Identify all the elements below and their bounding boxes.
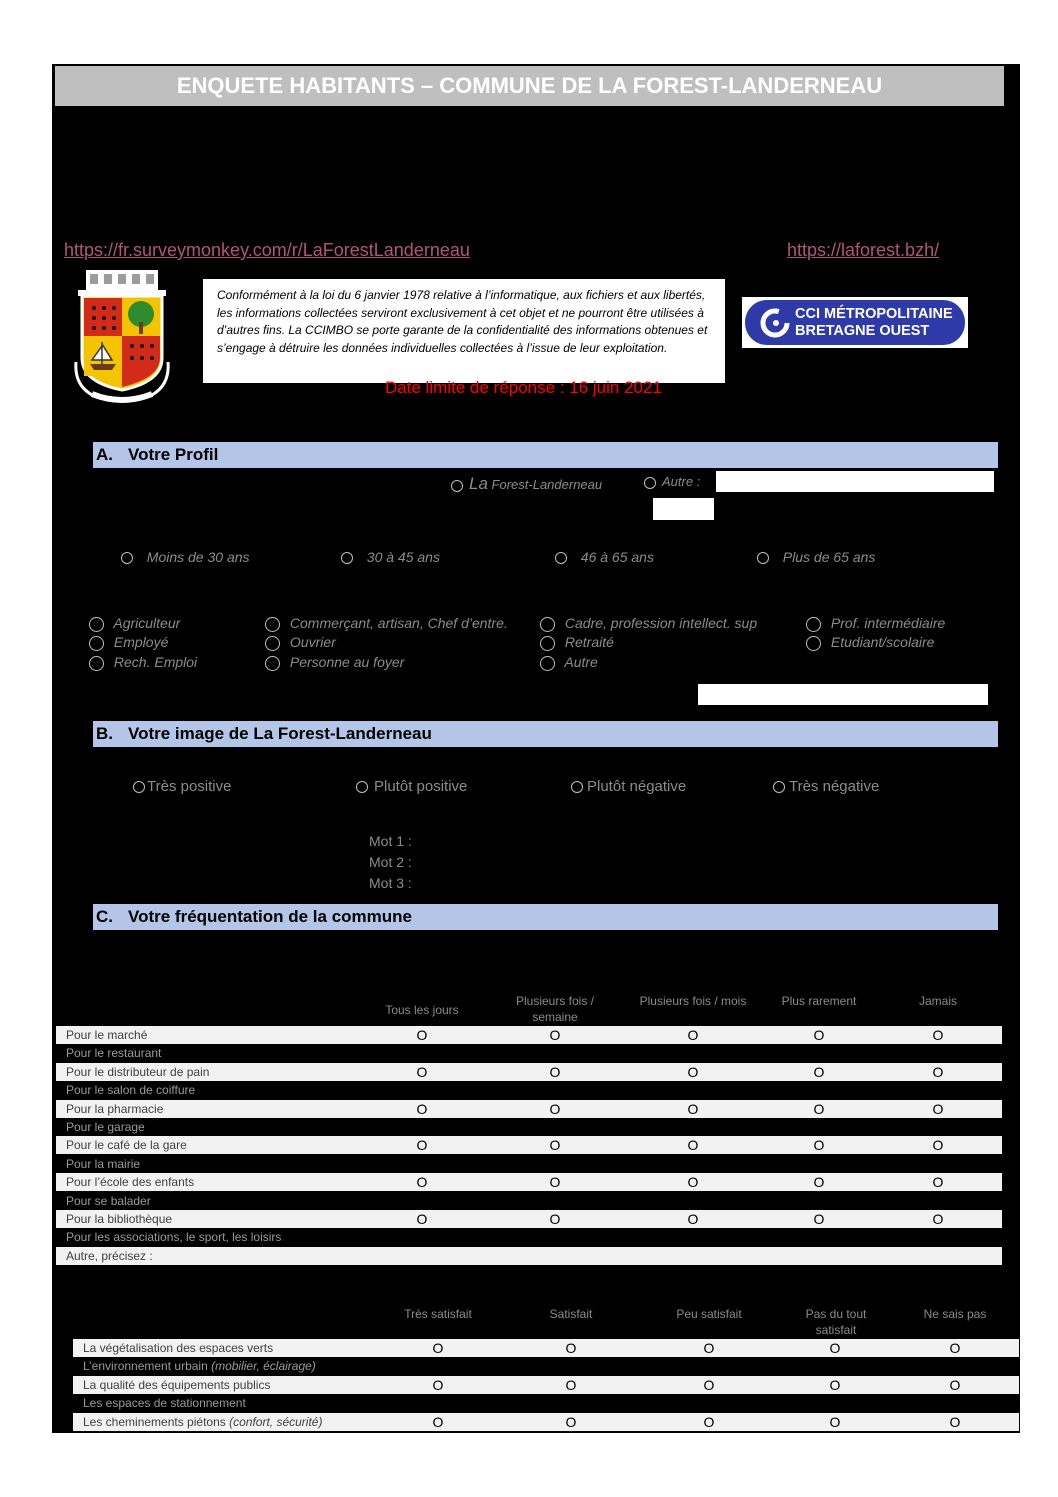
freq-header: Plus rarement: [781, 994, 857, 1008]
satisfaction-row-label: [83, 1357, 316, 1375]
residence-other-input[interactable]: [716, 471, 994, 492]
cci-mark-icon: [759, 307, 791, 339]
frequency-row: [56, 1044, 1002, 1062]
freq-header: Plusieurs fois / semaine: [515, 994, 595, 1024]
cci-logo: [742, 297, 968, 348]
frequency-radio[interactable]: O: [687, 1137, 699, 1154]
csp-option-label: Cadre, profession intellect. sup: [564, 615, 758, 631]
image-option-2[interactable]: [356, 778, 467, 795]
satisfaction-radio[interactable]: O: [565, 1376, 577, 1393]
frequency-row: [56, 1081, 1002, 1099]
satisfaction-radio[interactable]: O: [432, 1413, 444, 1430]
radio-icon: [89, 636, 104, 651]
csp-option-label: Prof. intermédiaire: [830, 615, 946, 631]
website-link[interactable]: https://laforest.bzh/: [787, 240, 940, 260]
radio-icon: [555, 552, 567, 564]
satisfaction-row-note: (confort, sécurité): [229, 1414, 323, 1429]
satisfaction-row-label: [83, 1339, 273, 1357]
frequency-radio[interactable]: O: [687, 1174, 699, 1191]
age-option-3[interactable]: [555, 549, 654, 565]
radio-icon: [806, 617, 821, 632]
age-option-1[interactable]: [121, 549, 250, 565]
municipal-crest-icon: [72, 266, 172, 410]
radio-icon: [571, 781, 583, 793]
frequency-radio[interactable]: O: [687, 1211, 699, 1227]
csp-option[interactable]: [265, 615, 508, 632]
freq-header: Plusieurs fois / mois: [639, 994, 747, 1008]
frequency-radio[interactable]: O: [549, 1100, 561, 1117]
residence-option-other[interactable]: [644, 474, 700, 489]
frequency-row: [56, 1228, 1002, 1246]
frequency-row: [56, 1155, 1002, 1173]
response-deadline: Date limite de réponse : 16 juin 2021: [385, 378, 662, 397]
radio-icon: [773, 781, 785, 793]
satisfaction-radio[interactable]: O: [829, 1413, 841, 1430]
satisfaction-radio[interactable]: O: [565, 1413, 577, 1430]
radio-icon: [121, 552, 133, 564]
frequency-radio[interactable]: O: [549, 1063, 561, 1080]
image-option-label: Plutôt négative: [587, 778, 687, 795]
section-b-title: Votre image de La Forest-Landerneau: [128, 724, 432, 743]
frequency-radio[interactable]: O: [549, 1027, 561, 1043]
frequency-radio[interactable]: O: [932, 1137, 944, 1154]
age-option-2[interactable]: [341, 549, 440, 565]
residence-other-label: Autre :: [662, 474, 701, 489]
csp-option-label: Autre: [564, 654, 598, 670]
csp-option-label: Retraité: [564, 634, 614, 650]
frequency-radio[interactable]: O: [813, 1027, 825, 1043]
frequency-row: [56, 1100, 1002, 1118]
satisfaction-row-note: (mobilier, éclairage): [211, 1359, 316, 1374]
image-option-label: Plutôt positive: [374, 778, 468, 795]
image-option-4[interactable]: [773, 778, 879, 795]
frequency-row-label: Pour l’école des enfants: [66, 1175, 195, 1190]
freq-header: Tous les jours: [385, 1003, 459, 1017]
frequency-radio[interactable]: O: [813, 1100, 825, 1117]
frequency-radio[interactable]: O: [813, 1137, 825, 1154]
age-option-label: Moins de 30 ans: [146, 549, 250, 565]
frequency-radio[interactable]: O: [813, 1211, 825, 1227]
satisfaction-radio[interactable]: O: [949, 1413, 961, 1430]
radio-icon: [451, 480, 463, 492]
satisfaction-row-label: [83, 1413, 322, 1431]
satisfaction-row-label: [83, 1394, 246, 1412]
satisfaction-radio[interactable]: O: [432, 1376, 444, 1393]
section-a-header: [93, 442, 998, 468]
section-c-title: Votre fréquentation de la commune: [128, 907, 413, 926]
satisfaction-row: [73, 1413, 1019, 1431]
csp-option-label: Rech. Emploi: [113, 654, 198, 670]
frequency-radio[interactable]: O: [687, 1063, 699, 1080]
csp-option-label: Agriculteur: [113, 615, 181, 631]
radio-icon: [89, 617, 104, 632]
section-c-letter: C.: [96, 907, 113, 926]
radio-icon: [540, 636, 555, 651]
radio-icon: [757, 552, 769, 564]
csp-option[interactable]: [540, 615, 757, 632]
csp-option[interactable]: [540, 654, 598, 671]
csp-option[interactable]: [89, 654, 197, 671]
csp-option[interactable]: [806, 634, 934, 651]
satisfaction-radio[interactable]: O: [829, 1376, 841, 1393]
frequency-radio[interactable]: O: [416, 1211, 428, 1227]
csp-option-label: Commerçant, artisan, Chef d’entre.: [289, 615, 508, 631]
satisfaction-row-label: [83, 1376, 270, 1394]
radio-icon: [89, 656, 104, 671]
frequency-row: [56, 1210, 1002, 1228]
radio-icon: [644, 477, 656, 489]
frequency-row-label: Pour le café de la gare: [66, 1138, 187, 1153]
frequency-radio[interactable]: O: [416, 1137, 428, 1154]
frequency-radio[interactable]: O: [416, 1174, 428, 1191]
page-title: ENQUETE HABITANTS – COMMUNE DE LA FOREST-LANDERNEAU: [55, 66, 1004, 106]
radio-icon: [806, 636, 821, 651]
survey-link[interactable]: https://fr.surveymonkey.com/r/LaForestLanderneau: [64, 240, 470, 260]
frequency-row-label: Pour se balader: [66, 1193, 151, 1208]
csp-option-label: Personne au foyer: [289, 654, 405, 670]
satisfaction-radio[interactable]: O: [949, 1376, 961, 1393]
age-option-label: Plus de 65 ans: [782, 549, 876, 565]
csp-option[interactable]: [89, 634, 168, 651]
frequency-row-label: Pour le garage: [66, 1120, 145, 1134]
satisfaction-radio[interactable]: O: [703, 1413, 715, 1430]
frequency-row: [56, 1247, 1002, 1265]
frequency-radio[interactable]: O: [687, 1100, 699, 1117]
frequency-radio[interactable]: O: [416, 1027, 428, 1043]
privacy-notice: Conformément à la loi du 6 janvier 1978 relative à l’informatique, aux fichiers et aux libertés, les informations collectées serviront exclusivement à cet objet et ne pourront être utilisées à d’autres fins. La CCIMBO se porte garante de la confidentialité des informations obtenues et s’engage à détruire les données individuelles collectées à l’issue de leur exploitation.: [203, 279, 725, 383]
satisfaction-row: [73, 1357, 1019, 1375]
radio-icon: [341, 552, 353, 564]
satisfaction-row: [73, 1376, 1019, 1394]
radio-icon: [356, 781, 368, 793]
csp-option-label: Etudiant/scolaire: [830, 634, 935, 650]
section-b-header: [93, 721, 998, 747]
age-option-4[interactable]: [757, 549, 875, 565]
frequency-row-label: Pour la pharmacie: [66, 1101, 164, 1116]
satisfaction-radio[interactable]: O: [703, 1340, 715, 1356]
word-1-label: Mot 1 :: [369, 833, 412, 849]
csp-option[interactable]: [265, 654, 404, 671]
frequency-row-label: Autre, précisez :: [66, 1248, 153, 1263]
word-2-label: Mot 2 :: [369, 854, 412, 870]
csp-option[interactable]: [89, 615, 180, 632]
radio-icon: [265, 656, 280, 671]
postal-code-input[interactable]: [653, 498, 714, 520]
frequency-radio[interactable]: O: [932, 1063, 944, 1080]
frequency-radio[interactable]: O: [416, 1100, 428, 1117]
frequency-row-label: Pour le distributeur de pain: [66, 1064, 210, 1079]
csp-option[interactable]: [540, 634, 614, 651]
radio-icon: [540, 617, 555, 632]
satisfaction-radio[interactable]: O: [432, 1340, 444, 1356]
frequency-row-label: Pour le marché: [66, 1028, 148, 1042]
radio-icon: [265, 636, 280, 651]
sat-header: Satisfait: [549, 1307, 593, 1321]
frequency-radio[interactable]: O: [416, 1063, 428, 1080]
frequency-row: [56, 1173, 1002, 1191]
image-option-1[interactable]: [133, 778, 231, 795]
cci-logo-line2: BRETAGNE OUEST: [795, 323, 930, 339]
radio-icon: [133, 781, 145, 793]
section-b-letter: B.: [96, 724, 113, 743]
section-a-letter: A.: [96, 445, 113, 464]
frequency-row: [56, 1192, 1002, 1210]
radio-icon: [540, 656, 555, 671]
sat-header: Peu satisfait: [676, 1307, 742, 1321]
sat-header: Très satisfait: [404, 1307, 472, 1321]
satisfaction-row-text: La végétalisation des espaces verts: [83, 1341, 274, 1355]
section-c-header: [93, 904, 998, 930]
image-option-label: Très positive: [147, 778, 232, 795]
residence-laforest-rest: Forest-Landerneau: [491, 477, 603, 492]
satisfaction-radio[interactable]: O: [565, 1340, 577, 1356]
csp-option[interactable]: [806, 615, 945, 632]
age-option-label: 30 à 45 ans: [366, 549, 440, 565]
cci-logo-line1: CCI MÉTROPOLITAINE: [795, 306, 953, 322]
frequency-radio[interactable]: O: [932, 1100, 944, 1117]
frequency-radio[interactable]: O: [549, 1211, 561, 1227]
frequency-radio[interactable]: O: [932, 1211, 944, 1227]
frequency-radio[interactable]: O: [932, 1027, 944, 1043]
radio-icon: [265, 617, 280, 632]
age-option-label: 46 à 65 ans: [580, 549, 654, 565]
satisfaction-row: [73, 1394, 1019, 1412]
frequency-radio[interactable]: O: [549, 1137, 561, 1154]
frequency-row: [56, 1026, 1002, 1044]
freq-header: Jamais: [918, 994, 957, 1008]
sat-header: Pas du tout satisfait: [805, 1307, 867, 1337]
satisfaction-radio[interactable]: O: [949, 1340, 961, 1356]
image-option-label: Très négative: [789, 778, 880, 795]
frequency-row: [56, 1136, 1002, 1154]
frequency-row: [56, 1118, 1002, 1136]
frequency-row-label: Pour les associations, le sport, les loisirs: [66, 1230, 282, 1245]
frequency-row-label: Pour le salon de coiffure: [66, 1083, 196, 1098]
frequency-radio[interactable]: O: [549, 1174, 561, 1191]
csp-option-label: Ouvrier: [289, 634, 336, 650]
csp-option-label: Employé: [113, 634, 169, 650]
csp-other-input[interactable]: [698, 684, 988, 705]
frequency-row: [56, 1063, 1002, 1081]
frequency-radio[interactable]: O: [687, 1027, 699, 1043]
frequency-radio[interactable]: O: [932, 1174, 944, 1191]
satisfaction-radio[interactable]: O: [829, 1340, 841, 1356]
satisfaction-row: [73, 1339, 1019, 1357]
residence-laforest-prefix: La: [469, 474, 488, 493]
frequency-radio[interactable]: O: [813, 1063, 825, 1080]
csp-option[interactable]: [265, 634, 336, 651]
residence-option-laforest[interactable]: [451, 474, 602, 494]
satisfaction-radio[interactable]: O: [703, 1376, 715, 1393]
frequency-row-label: Pour la mairie: [66, 1156, 141, 1171]
satisfaction-row-text: Les cheminements piétons: [83, 1414, 230, 1429]
frequency-row-label: Pour la bibliothèque: [66, 1212, 173, 1226]
sat-header: Ne sais pas: [923, 1307, 987, 1321]
word-3-label: Mot 3 :: [369, 875, 412, 891]
satisfaction-row-text: La qualité des équipements publics: [83, 1377, 271, 1392]
section-a-title: Votre Profil: [128, 445, 219, 464]
satisfaction-row-text: L’environnement urbain: [83, 1359, 212, 1374]
satisfaction-row-text: Les espaces de stationnement: [83, 1396, 246, 1411]
frequency-row-label: Pour le restaurant: [66, 1046, 162, 1061]
frequency-radio[interactable]: O: [813, 1174, 825, 1191]
image-option-3[interactable]: [571, 778, 686, 795]
